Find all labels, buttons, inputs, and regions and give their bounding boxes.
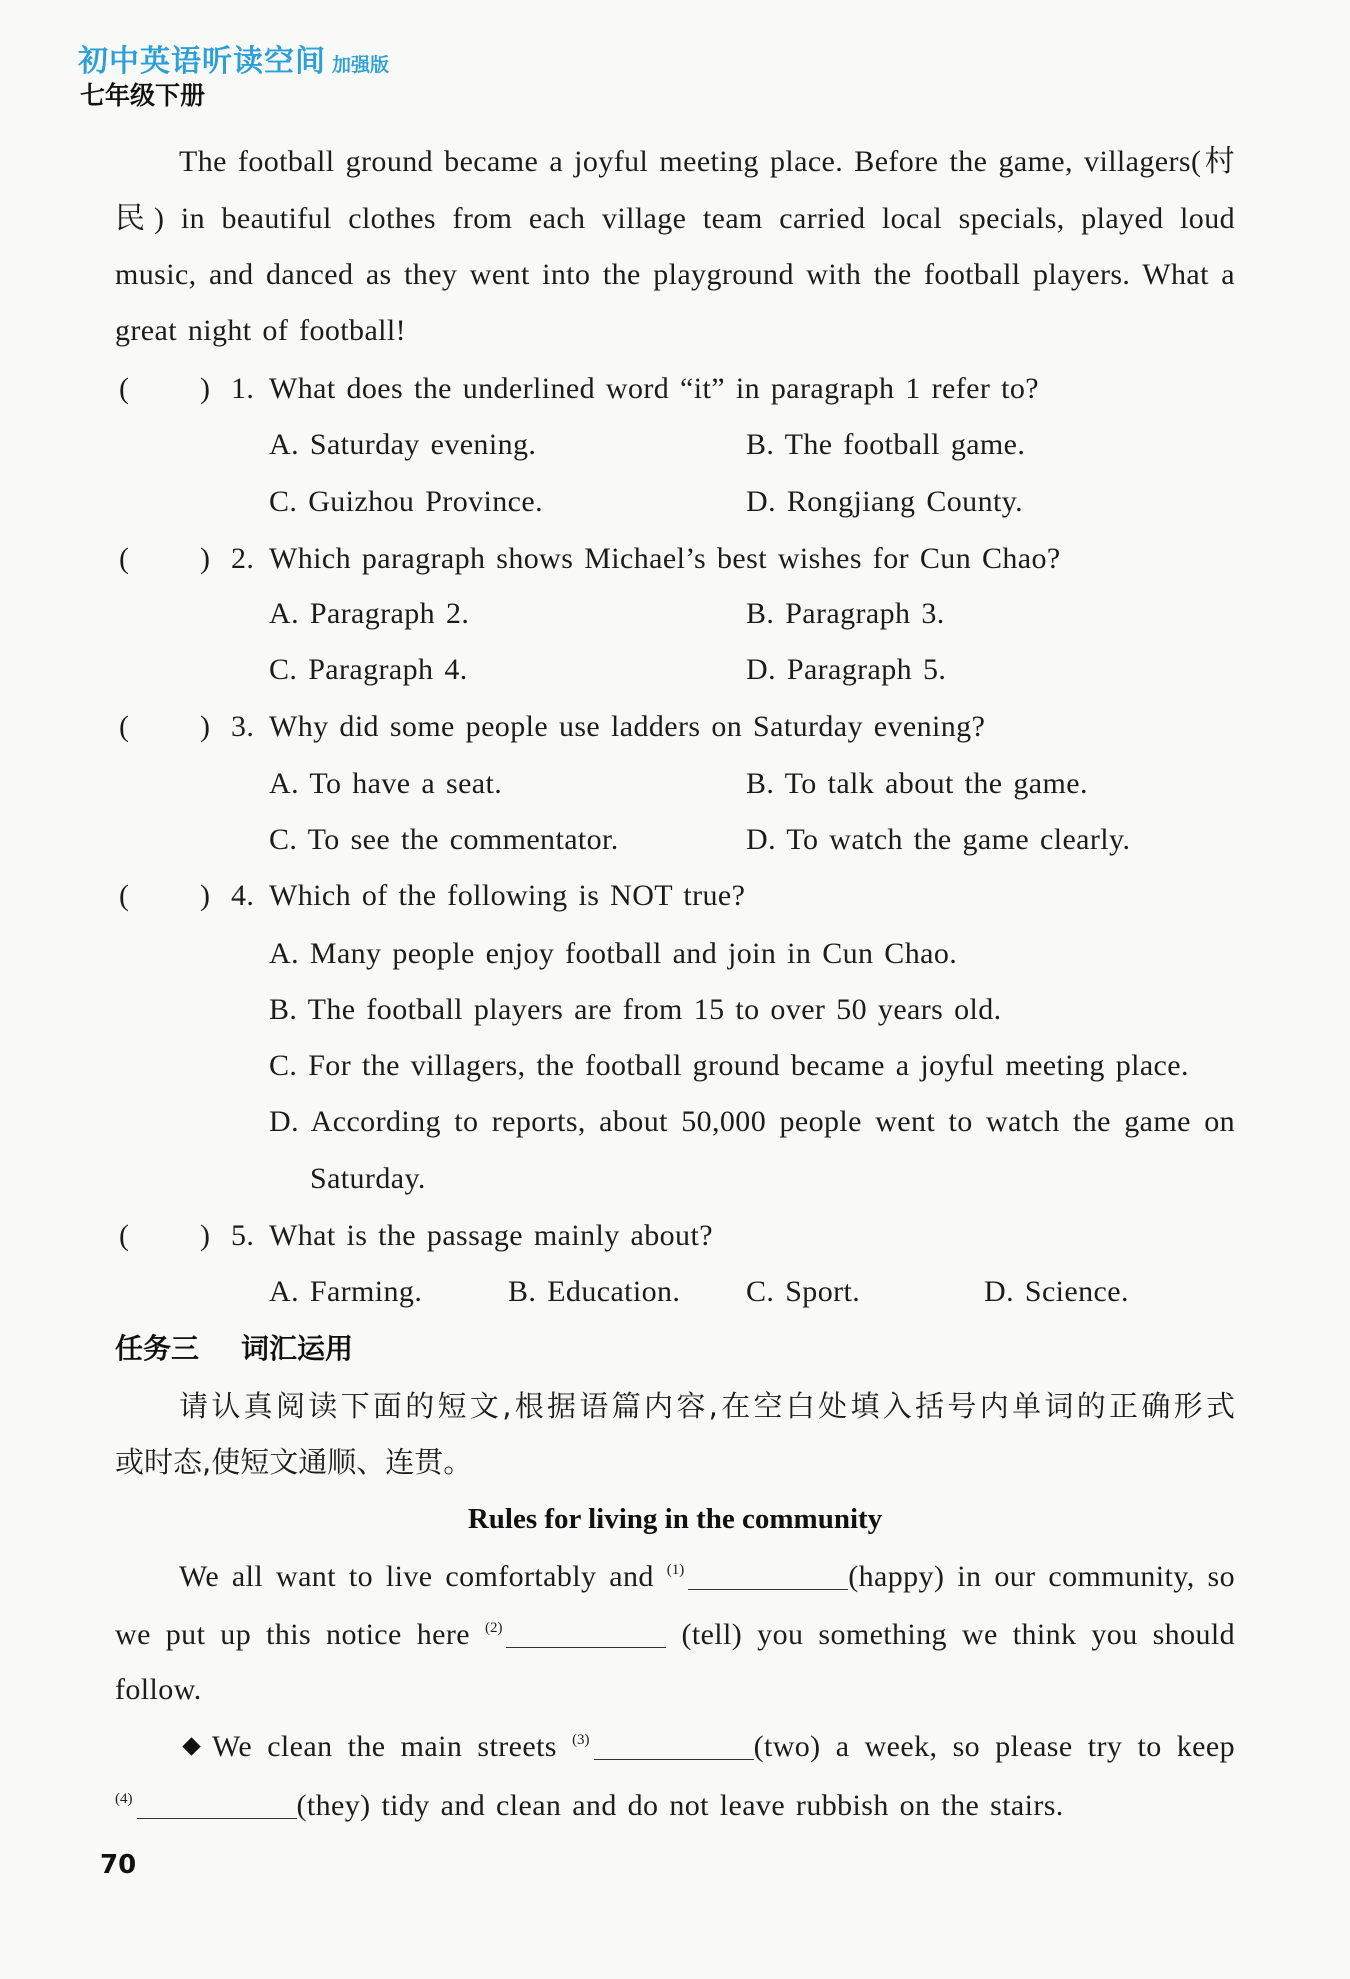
option-b: B. The football players are from 15 to over 50 years old.: [269, 993, 1002, 1026]
passage-title: Rules for living in the community: [467, 1503, 883, 1535]
fill-line-5: [115, 1786, 1064, 1826]
blank-number: (2): [484, 1620, 503, 1636]
question-text: What does the underlined word “it” in paragraph 1 refer to?: [269, 372, 1039, 405]
series-title: 初中英语听读空间: [78, 44, 326, 79]
blank-number: (1): [666, 1562, 685, 1578]
fill-line-4: [181, 1727, 1235, 1767]
word-hint: (they): [296, 1789, 371, 1822]
line-text: you something we think you should: [757, 1618, 1235, 1651]
passage-line: 民) in beautiful clothes from each village team carried local specials, played loud: [115, 202, 1235, 235]
answer-bracket-close: ): [200, 710, 211, 743]
option-a: A. To have a seat.: [269, 767, 503, 800]
question-text: What is the passage mainly about?: [269, 1219, 713, 1252]
option-c: C. Sport.: [746, 1275, 861, 1308]
passage-line: music, and danced as they went into the playground with the football players. What a: [115, 258, 1235, 291]
word-hint: (happy): [848, 1560, 945, 1593]
answer-bracket-open: (: [119, 1219, 130, 1252]
fill-line-2: [115, 1615, 1235, 1655]
question-number: 2.: [231, 542, 255, 575]
answer-blank: [688, 1565, 848, 1590]
answer-bracket-close: ): [200, 879, 211, 912]
question-1: [119, 369, 1235, 409]
answer-blank: [137, 1794, 297, 1819]
line-text: we put up this notice here: [115, 1618, 470, 1651]
line-text: We all want to live comfortably and: [179, 1560, 654, 1593]
task-label: 任务三: [115, 1332, 200, 1365]
blank-number: (3): [572, 1732, 590, 1748]
option-a: A. Farming.: [269, 1275, 423, 1308]
option-d: D. Paragraph 5.: [746, 653, 947, 686]
option-b: B. Paragraph 3.: [746, 597, 945, 630]
answer-blank: [506, 1623, 666, 1648]
page-number: 70: [100, 1850, 137, 1880]
option-d: D. Rongjiang County.: [746, 485, 1024, 518]
passage-line: great night of football!: [115, 314, 407, 347]
question-number: 3.: [231, 710, 255, 743]
option-c: C. Paragraph 4.: [269, 653, 468, 686]
option-d-continued: Saturday.: [310, 1162, 426, 1195]
grade-label: 七年级下册: [80, 81, 206, 110]
option-b: B. To talk about the game.: [746, 767, 1088, 800]
blank-number: (4): [115, 1791, 133, 1807]
question-3: [119, 707, 1235, 747]
option-d: D. Science.: [984, 1275, 1129, 1308]
passage-line: The football ground became a joyful meeting place. Before the game, villagers(村: [179, 145, 1235, 178]
line-text: We clean the main streets: [212, 1730, 557, 1763]
question-text: Why did some people use ladders on Saturday evening?: [269, 710, 986, 743]
option-c: C. For the villagers, the football ground became a joyful meeting place.: [269, 1049, 1189, 1082]
option-a: A. Saturday evening.: [269, 428, 537, 461]
word-hint: (two): [753, 1730, 821, 1763]
answer-bracket-close: ): [200, 1219, 211, 1252]
answer-bracket-open: (: [119, 879, 130, 912]
word-hint: (tell): [681, 1618, 743, 1651]
option-b: B. The football game.: [746, 428, 1026, 461]
instruction-line: 请认真阅读下面的短文,根据语篇内容,在空白处填入括号内单词的正确形式: [179, 1389, 1235, 1423]
question-text: Which of the following is NOT true?: [269, 879, 746, 912]
question-2: [119, 539, 1235, 579]
answer-bracket-open: (: [119, 372, 130, 405]
question-text: Which paragraph shows Michael’s best wishes for Cun Chao?: [269, 542, 1061, 575]
option-d: D. To watch the game clearly.: [746, 823, 1131, 856]
option-c: C. Guizhou Province.: [269, 485, 543, 518]
question-5: [119, 1216, 1235, 1256]
question-number: 5.: [231, 1219, 255, 1252]
answer-bracket-close: ): [200, 372, 211, 405]
fill-line-3: follow.: [115, 1673, 202, 1706]
task-title: 词汇运用: [241, 1332, 354, 1365]
instruction-line: 或时态,使短文通顺、连贯。: [115, 1445, 473, 1479]
option-c: C. To see the commentator.: [269, 823, 619, 856]
line-text: a week, so please try to keep: [835, 1730, 1235, 1763]
answer-blank: [594, 1735, 754, 1760]
answer-bracket-close: ): [200, 542, 211, 575]
option-b: B. Education.: [508, 1275, 681, 1308]
option-d: D. According to reports, about 50,000 people went to watch the game on: [269, 1105, 1235, 1138]
answer-bracket-open: (: [119, 710, 130, 743]
line-text: in our community, so: [957, 1560, 1235, 1593]
question-number: 4.: [231, 879, 255, 912]
edition-label: 加强版: [332, 54, 390, 76]
option-a: A. Many people enjoy football and join in Cun Chao.: [269, 937, 958, 970]
option-a: A. Paragraph 2.: [269, 597, 470, 630]
answer-bracket-open: (: [119, 542, 130, 575]
line-text: tidy and clean and do not leave rubbish on the stairs.: [381, 1789, 1064, 1822]
fill-line-1: [179, 1557, 1235, 1597]
question-number: 1.: [231, 372, 255, 405]
diamond-bullet-icon: [182, 1737, 200, 1755]
question-4: [119, 876, 1235, 916]
